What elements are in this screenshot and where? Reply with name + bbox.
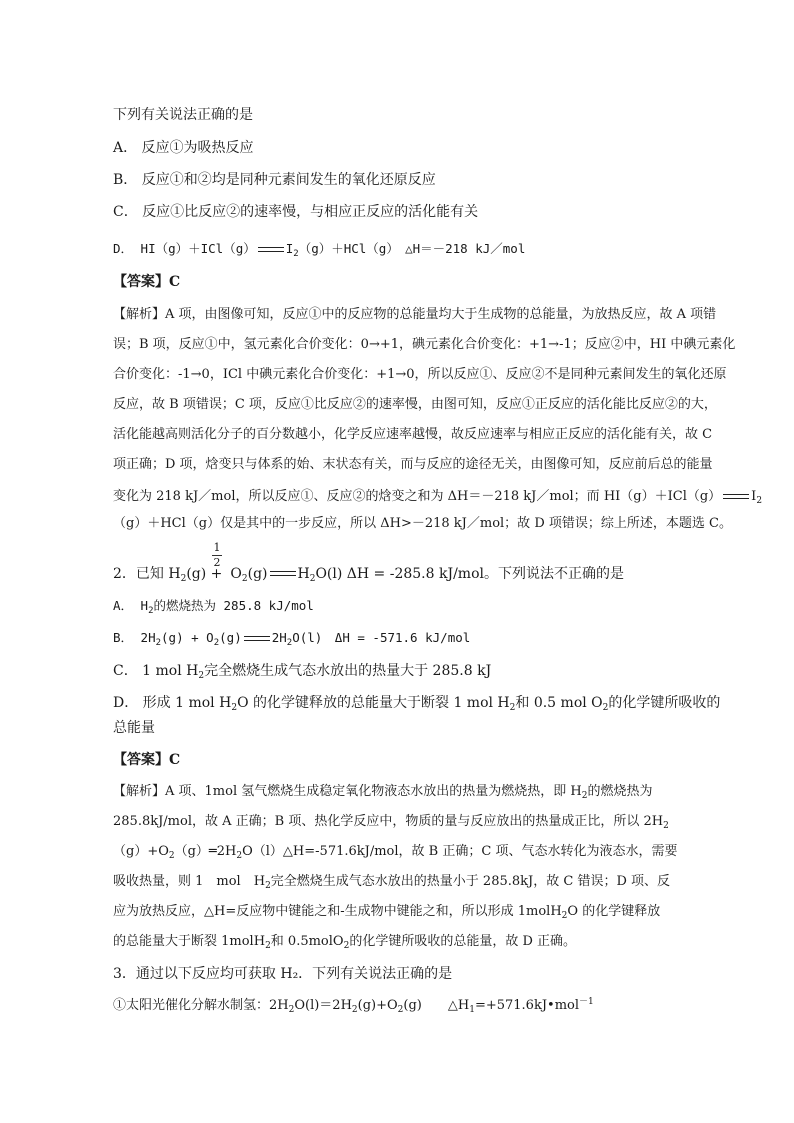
q3-reaction-1: ①太阳光催化分解水制氢：$2H_2O(l)=2H_2(g)+O_2(g)$ $\triangle H_1=+571.6kJ•mol^{-1}$ — [113, 997, 594, 1015]
q2-analysis-line-1: 【解析】A 项、1mol 氢气燃烧生成稳定氧化物液态水放出的热量为燃烧热，即 $H_2$的燃烧热为 — [113, 784, 653, 801]
q1-stem: 下列有关说法正确的是 — [113, 107, 253, 123]
q3-stem: 3．通过以下反应均可获取 H₂．下列有关说法正确的是 — [113, 966, 453, 982]
equals-sign — [244, 634, 270, 644]
equilibrium-sign — [258, 245, 284, 255]
q1-analysis-line-3: 合价变化：-1→0，ICl 中碘元素化合价变化：+1→0，所以反应①、反应②不是同种元素间发生的氧化还原 — [113, 367, 727, 382]
q2-stem: 2．已知 $H_2(g) + O_2(g)$ $H_2O(l) \Delta H = -285.8$ kJ/mol。下列说法不正确的是 — [113, 566, 624, 584]
equals-sign — [270, 569, 296, 579]
q2-option-a: A． $H_2$的燃烧热为 285.8 kJ/mol — [113, 598, 314, 616]
q1-analysis-line-5: 活化能越高则活化分子的百分数越小，化学反应速率越慢，故反应速率与相应正反应的活化能有关，故 C — [113, 427, 713, 442]
q2-option-c: C． 1 mol $H_2$完全燃烧生成气态水放出的热量大于 285.8 kJ — [113, 663, 492, 681]
q2-analysis-line-5: 应为放热反应，△H=反应物中键能之和-生成物中键能之和，所以形成 1molH$_2$O 的化学键释放 — [113, 904, 661, 921]
q1-option-a: A． 反应①为吸热反应 — [113, 140, 254, 156]
q1-option-b: B． 反应①和②均是同种元素间发生的氧化还原反应 — [113, 172, 436, 188]
q2-analysis-line-2: 285.8kJ/mol，故 A 正确；B 项、热化学反应中，物质的量与反应放出的热量成正比，所以 $2H_2$ — [113, 814, 669, 831]
q1-analysis-line-6: 项正确；D 项，焓变只与体系的始、末状态有关，而与反应的途径无关，由图像可知，反应前后总的能量 — [113, 457, 713, 472]
q1-analysis-line-1: 【解析】A 项，由图像可知，反应①中的反应物的总能量均大于生成物的总能量，为放热反应，故 A 项错 — [113, 307, 717, 322]
one-half-fraction: 1 2 — [213, 541, 221, 569]
q2-analysis-line-4: 吸收热量，则 1 mol $H_2$完全燃烧生成气态水放出的热量小于 285.8kJ，故 C 错误；D 项、反 — [113, 874, 671, 891]
q2-option-d: D． 形成 1 mol $H_2O$ 的化学键释放的总能量大于断裂 1 mol $H_2$和 0.5 mol $O_2$的化学键所吸收的 — [113, 695, 721, 713]
q1-option-d: D． HI（g）＋ICl（g） $I_2(g)+HCl(g)$ △H＝－218 kJ／mol — [113, 241, 526, 259]
q2-answer: 【答案】C — [113, 752, 181, 768]
equilibrium-sign — [723, 492, 749, 502]
q2-analysis-line-6: 的总能量大于断裂 1molH$_2$和 0.5molO$_2$的化学键所吸收的总能量，故 D 正确。 — [113, 934, 577, 951]
q1-analysis-line-4: 反应，故 B 项错误；C 项，反应①比反应②的速率慢，由图可知，反应①正反应的活化能比反应②的大， — [113, 397, 717, 412]
q2-analysis-line-3: $(g)+O_2(g)═2H_2O(l)\triangle H=-571.6kJ$/mol，故 B 正确；C 项、气态水转化为液态水，需要 — [113, 844, 678, 861]
q1-answer: 【答案】C — [113, 274, 181, 290]
q1-option-c: C． 反应①比反应②的速率慢，与相应正反应的活化能有关 — [113, 204, 479, 220]
q1-analysis-line-2: 误；B 项，反应①中，氢元素化合价变化：0→+1，碘元素化合价变化：+1→-1；反应②中，HI 中碘元素化 — [113, 337, 736, 352]
q2-option-d-line-2: 总能量 — [113, 720, 155, 736]
q2-option-b: B． $2H_2(g) + O_2(g)$ $2H_2O(l)$ ΔH = -571.6 kJ/mol — [113, 630, 471, 648]
q1-analysis-line-8: （g）＋HCl（g）仅是其中的一步反应，所以 ΔH>－218 kJ／mol；故 D 项错误；综上所述，本题选 C。 — [113, 516, 732, 531]
q1-analysis-line-7: 变化为 218 kJ／mol，所以反应①、反应②的焓变之和为 ΔH＝－218 kJ／mol；而 HI（g）＋ICl（g） $I_2$ — [113, 489, 763, 506]
